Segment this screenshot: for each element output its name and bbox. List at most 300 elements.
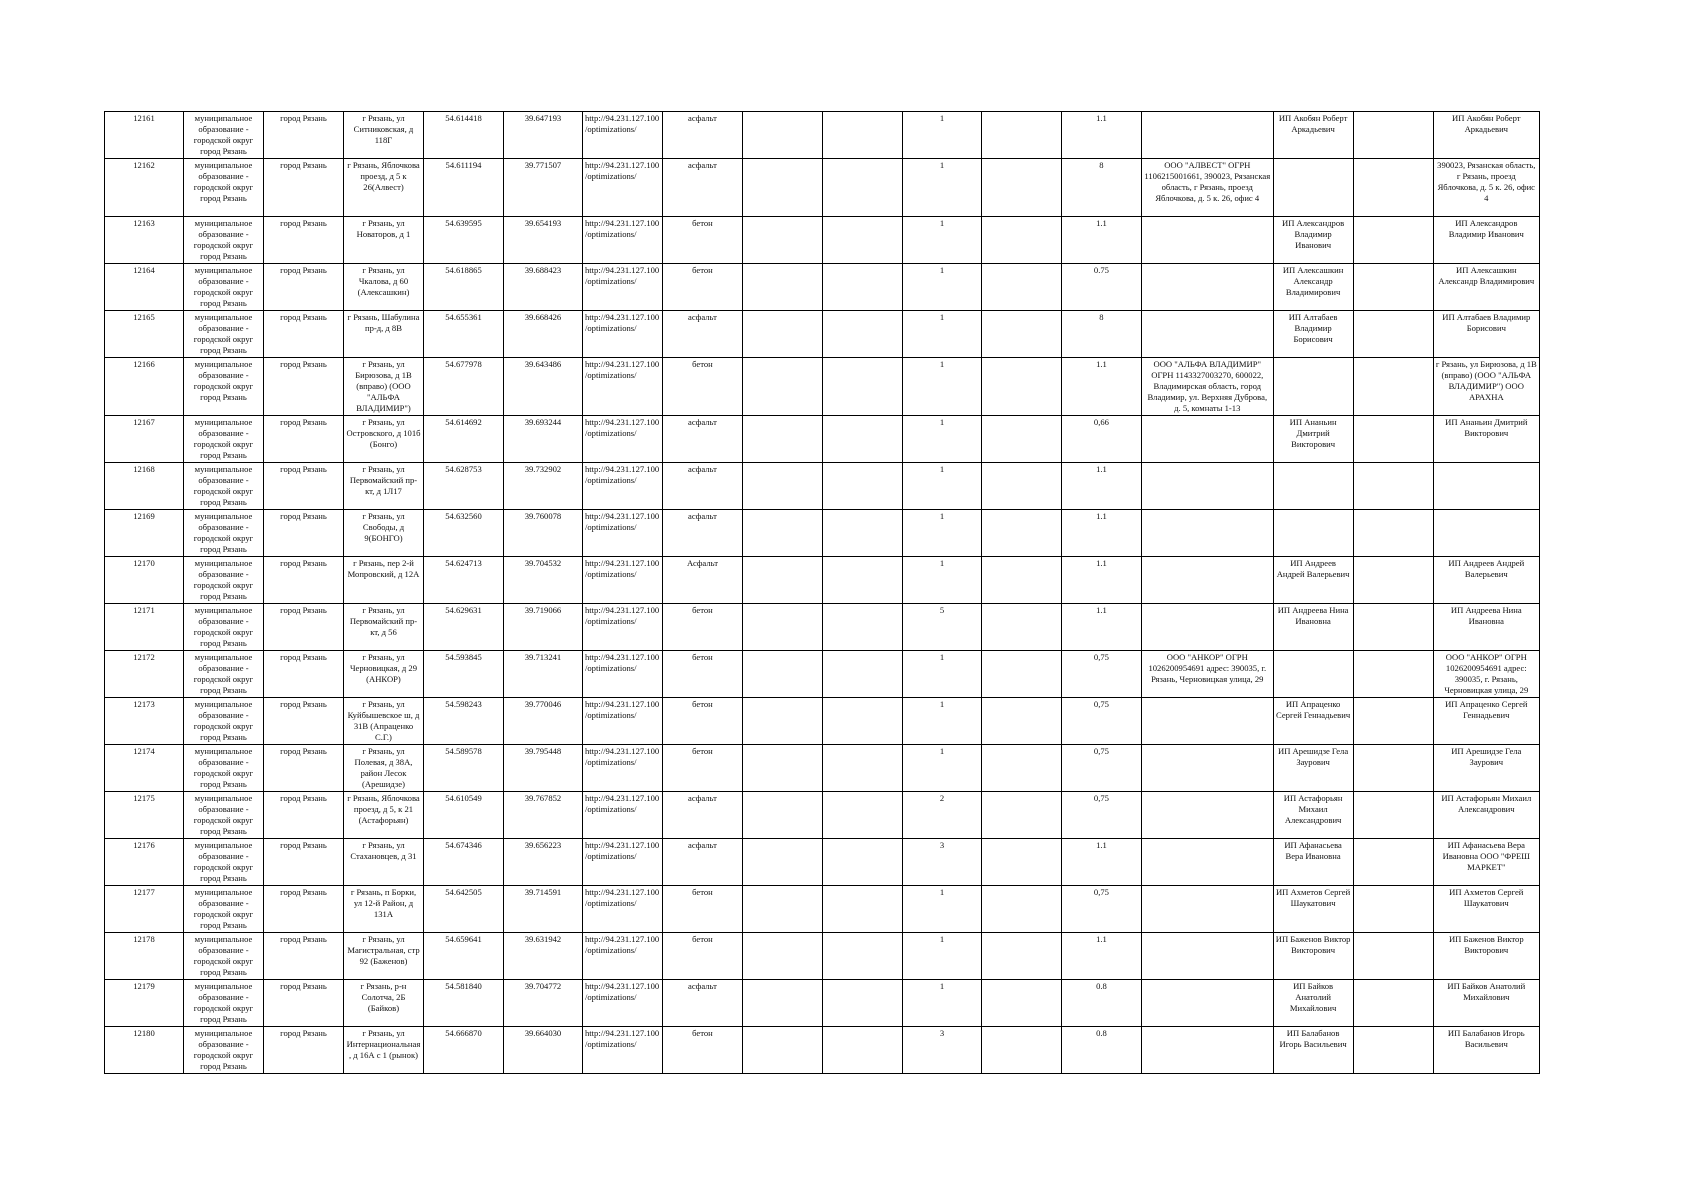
- empty-cell: [742, 698, 822, 745]
- city-cell: город Рязань: [263, 933, 343, 980]
- municipality-cell: муниципальное образование - городской округ город Рязань: [183, 980, 263, 1027]
- surface-cell: бетон: [662, 358, 742, 416]
- container-count-cell: 1: [902, 886, 981, 933]
- row-id-cell: 12169: [105, 510, 184, 557]
- address-cell: г Рязань, ул Черновицкая, д 29 (АНКОР): [343, 651, 423, 698]
- container-volume-cell: 8: [1061, 159, 1141, 217]
- container-count-cell: 1: [902, 933, 981, 980]
- empty-cell: [981, 557, 1061, 604]
- municipality-cell: муниципальное образование - городской округ город Рязань: [183, 311, 263, 358]
- organization-cell: [1141, 980, 1273, 1027]
- container-volume-cell: 0,66: [1061, 416, 1141, 463]
- link-cell[interactable]: http://94.231.127.100/optimizations/: [582, 311, 662, 358]
- empty-cell: [822, 933, 902, 980]
- table-row: [105, 358, 1540, 416]
- city-cell: город Рязань: [263, 217, 343, 264]
- address-cell: г Рязань, Яблочкова проезд, д 5 к 26(Алвест): [343, 159, 423, 217]
- container-count-cell: 1: [902, 698, 981, 745]
- longitude-cell: 39.688423: [503, 264, 582, 311]
- row-id-cell: 12178: [105, 933, 184, 980]
- surface-cell: бетон: [662, 886, 742, 933]
- city-cell: город Рязань: [263, 886, 343, 933]
- empty-cell: [1353, 217, 1433, 264]
- empty-cell: [981, 217, 1061, 264]
- table-body: [105, 112, 1540, 1074]
- container-count-cell: 1: [902, 217, 981, 264]
- surface-cell: бетон: [662, 745, 742, 792]
- link-cell[interactable]: http://94.231.127.100/optimizations/: [582, 792, 662, 839]
- empty-cell: [742, 510, 822, 557]
- longitude-cell: 39.654193: [503, 217, 582, 264]
- surface-cell: асфальт: [662, 792, 742, 839]
- organization-cell: ООО "АЛВЕСТ" ОГРН 1106215001661, 390023, Рязанская область, г Рязань, проезд Яблочкова, д. 5 к. 26, офис 4: [1141, 159, 1273, 217]
- link-cell[interactable]: http://94.231.127.100/optimizations/: [582, 510, 662, 557]
- row-id-cell: 12180: [105, 1027, 184, 1074]
- link-cell[interactable]: http://94.231.127.100/optimizations/: [582, 358, 662, 416]
- empty-cell: [981, 112, 1061, 159]
- owner-cell: ИП Акобян Роберт Аркадьевич: [1433, 112, 1539, 159]
- surface-cell: асфальт: [662, 416, 742, 463]
- city-cell: город Рязань: [263, 264, 343, 311]
- row-id-cell: 12168: [105, 463, 184, 510]
- link-cell[interactable]: http://94.231.127.100/optimizations/: [582, 159, 662, 217]
- empty-cell: [981, 792, 1061, 839]
- owner-cell: ИП Балабанов Игорь Васильевич: [1433, 1027, 1539, 1074]
- row-id-cell: 12162: [105, 159, 184, 217]
- link-cell[interactable]: http://94.231.127.100/optimizations/: [582, 463, 662, 510]
- organization-cell: [1141, 745, 1273, 792]
- empty-cell: [1353, 980, 1433, 1027]
- row-id-cell: 12164: [105, 264, 184, 311]
- container-volume-cell: 0.8: [1061, 1027, 1141, 1074]
- city-cell: город Рязань: [263, 311, 343, 358]
- surface-cell: Асфальт: [662, 557, 742, 604]
- address-cell: г Рязань, ул Первомайский пр-кт, д 1Л17: [343, 463, 423, 510]
- address-cell: г Рязань, ул Свободы, д 9(БОНГО): [343, 510, 423, 557]
- entrepreneur-cell: ИП Баженов Виктор Викторович: [1273, 933, 1353, 980]
- registry-table: [104, 111, 1540, 1074]
- address-cell: г Рязань, ул Куйбышевское ш, д 31В (Апраценко С.Г.): [343, 698, 423, 745]
- latitude-cell: 54.618865: [423, 264, 503, 311]
- empty-cell: [822, 698, 902, 745]
- empty-cell: [822, 792, 902, 839]
- owner-cell: ИП Баженов Виктор Викторович: [1433, 933, 1539, 980]
- surface-cell: бетон: [662, 933, 742, 980]
- empty-cell: [981, 839, 1061, 886]
- entrepreneur-cell: ИП Балабанов Игорь Васильевич: [1273, 1027, 1353, 1074]
- surface-cell: асфальт: [662, 311, 742, 358]
- link-cell[interactable]: http://94.231.127.100/optimizations/: [582, 604, 662, 651]
- empty-cell: [1353, 839, 1433, 886]
- municipality-cell: муниципальное образование - городской округ город Рязань: [183, 264, 263, 311]
- row-id-cell: 12167: [105, 416, 184, 463]
- surface-cell: бетон: [662, 264, 742, 311]
- container-count-cell: 2: [902, 792, 981, 839]
- empty-cell: [1353, 933, 1433, 980]
- municipality-cell: муниципальное образование - городской округ город Рязань: [183, 839, 263, 886]
- empty-cell: [742, 311, 822, 358]
- empty-cell: [822, 264, 902, 311]
- empty-cell: [822, 745, 902, 792]
- address-cell: г Рязань, ул Интернациональная, д 16А с 1 (рынок): [343, 1027, 423, 1074]
- latitude-cell: 54.639595: [423, 217, 503, 264]
- container-count-cell: 1: [902, 311, 981, 358]
- latitude-cell: 54.629631: [423, 604, 503, 651]
- latitude-cell: 54.581840: [423, 980, 503, 1027]
- municipality-cell: муниципальное образование - городской округ город Рязань: [183, 745, 263, 792]
- row-id-cell: 12170: [105, 557, 184, 604]
- organization-cell: [1141, 557, 1273, 604]
- longitude-cell: 39.643486: [503, 358, 582, 416]
- empty-cell: [742, 557, 822, 604]
- table-row: [105, 1027, 1540, 1074]
- longitude-cell: 39.631942: [503, 933, 582, 980]
- row-id-cell: 12175: [105, 792, 184, 839]
- owner-cell: ИП Алтабаев Владимир Борисович: [1433, 311, 1539, 358]
- owner-cell: ИП Ананьин Дмитрий Викторович: [1433, 416, 1539, 463]
- organization-cell: [1141, 510, 1273, 557]
- latitude-cell: 54.659641: [423, 933, 503, 980]
- table-row: [105, 886, 1540, 933]
- entrepreneur-cell: ИП Арешидзе Гела Заурович: [1273, 745, 1353, 792]
- empty-cell: [822, 463, 902, 510]
- link-cell[interactable]: http://94.231.127.100/optimizations/: [582, 112, 662, 159]
- container-count-cell: 1: [902, 416, 981, 463]
- table-row: [105, 604, 1540, 651]
- municipality-cell: муниципальное образование - городской округ город Рязань: [183, 651, 263, 698]
- table-row: [105, 839, 1540, 886]
- entrepreneur-cell: ИП Ананьин Дмитрий Викторович: [1273, 416, 1353, 463]
- owner-cell: ИП Арешидзе Гела Заурович: [1433, 745, 1539, 792]
- city-cell: город Рязань: [263, 604, 343, 651]
- longitude-cell: 39.719066: [503, 604, 582, 651]
- organization-cell: [1141, 604, 1273, 651]
- longitude-cell: 39.795448: [503, 745, 582, 792]
- address-cell: г Рязань, ул Первомайский пр-кт, д 56: [343, 604, 423, 651]
- municipality-cell: муниципальное образование - городской округ город Рязань: [183, 1027, 263, 1074]
- municipality-cell: муниципальное образование - городской округ город Рязань: [183, 159, 263, 217]
- municipality-cell: муниципальное образование - городской округ город Рязань: [183, 933, 263, 980]
- organization-cell: [1141, 792, 1273, 839]
- table-row: [105, 112, 1540, 159]
- city-cell: город Рязань: [263, 463, 343, 510]
- container-count-cell: 1: [902, 745, 981, 792]
- container-count-cell: 1: [902, 510, 981, 557]
- container-count-cell: 3: [902, 839, 981, 886]
- empty-cell: [981, 264, 1061, 311]
- container-count-cell: 5: [902, 604, 981, 651]
- empty-cell: [742, 463, 822, 510]
- latitude-cell: 54.642505: [423, 886, 503, 933]
- empty-cell: [742, 745, 822, 792]
- table-row: [105, 264, 1540, 311]
- longitude-cell: 39.704772: [503, 980, 582, 1027]
- empty-cell: [742, 358, 822, 416]
- latitude-cell: 54.677978: [423, 358, 503, 416]
- table-row: [105, 557, 1540, 604]
- surface-cell: асфальт: [662, 112, 742, 159]
- empty-cell: [822, 311, 902, 358]
- address-cell: г Рязань, Яблочкова проезд, д 5, к 21 (Астафорьян): [343, 792, 423, 839]
- empty-cell: [742, 416, 822, 463]
- link-cell[interactable]: http://94.231.127.100/optimizations/: [582, 651, 662, 698]
- empty-cell: [981, 980, 1061, 1027]
- latitude-cell: 54.611194: [423, 159, 503, 217]
- owner-cell: [1433, 463, 1539, 510]
- municipality-cell: муниципальное образование - городской округ город Рязань: [183, 886, 263, 933]
- surface-cell: асфальт: [662, 980, 742, 1027]
- link-cell[interactable]: http://94.231.127.100/optimizations/: [582, 745, 662, 792]
- city-cell: город Рязань: [263, 358, 343, 416]
- municipality-cell: муниципальное образование - городской округ город Рязань: [183, 416, 263, 463]
- city-cell: город Рязань: [263, 839, 343, 886]
- longitude-cell: 39.656223: [503, 839, 582, 886]
- entrepreneur-cell: ИП Андреева Нина Ивановна: [1273, 604, 1353, 651]
- city-cell: город Рязань: [263, 557, 343, 604]
- latitude-cell: 54.655361: [423, 311, 503, 358]
- empty-cell: [742, 159, 822, 217]
- empty-cell: [1353, 463, 1433, 510]
- address-cell: г Рязань, ул Полевая, д 38А, район Лесок (Арешидзе): [343, 745, 423, 792]
- row-id-cell: 12166: [105, 358, 184, 416]
- empty-cell: [742, 886, 822, 933]
- row-id-cell: 12172: [105, 651, 184, 698]
- empty-cell: [822, 217, 902, 264]
- entrepreneur-cell: ИП Андреев Андрей Валерьевич: [1273, 557, 1353, 604]
- container-volume-cell: 0,75: [1061, 745, 1141, 792]
- empty-cell: [822, 358, 902, 416]
- row-id-cell: 12174: [105, 745, 184, 792]
- latitude-cell: 54.674346: [423, 839, 503, 886]
- empty-cell: [742, 604, 822, 651]
- surface-cell: асфальт: [662, 463, 742, 510]
- empty-cell: [981, 745, 1061, 792]
- table-row: [105, 980, 1540, 1027]
- link-cell[interactable]: http://94.231.127.100/optimizations/: [582, 217, 662, 264]
- city-cell: город Рязань: [263, 698, 343, 745]
- empty-cell: [742, 1027, 822, 1074]
- empty-cell: [742, 933, 822, 980]
- surface-cell: бетон: [662, 604, 742, 651]
- empty-cell: [1353, 416, 1433, 463]
- row-id-cell: 12171: [105, 604, 184, 651]
- entrepreneur-cell: ИП Байков Анатолий Михайлович: [1273, 980, 1353, 1027]
- empty-cell: [822, 980, 902, 1027]
- longitude-cell: 39.732902: [503, 463, 582, 510]
- container-count-cell: 1: [902, 358, 981, 416]
- empty-cell: [1353, 159, 1433, 217]
- container-count-cell: 1: [902, 159, 981, 217]
- entrepreneur-cell: ИП Алексашкин Александр Владимирович: [1273, 264, 1353, 311]
- address-cell: г Рязань, р-н Солотча, 2Б (Байков): [343, 980, 423, 1027]
- empty-cell: [1353, 886, 1433, 933]
- city-cell: город Рязань: [263, 745, 343, 792]
- empty-cell: [1353, 557, 1433, 604]
- empty-cell: [742, 651, 822, 698]
- empty-cell: [981, 311, 1061, 358]
- longitude-cell: 39.664030: [503, 1027, 582, 1074]
- empty-cell: [981, 159, 1061, 217]
- empty-cell: [981, 463, 1061, 510]
- link-cell[interactable]: http://94.231.127.100/optimizations/: [582, 416, 662, 463]
- organization-cell: [1141, 698, 1273, 745]
- empty-cell: [742, 217, 822, 264]
- empty-cell: [742, 980, 822, 1027]
- table-row: [105, 698, 1540, 745]
- empty-cell: [981, 933, 1061, 980]
- link-cell[interactable]: http://94.231.127.100/optimizations/: [582, 886, 662, 933]
- empty-cell: [981, 358, 1061, 416]
- surface-cell: бетон: [662, 217, 742, 264]
- city-cell: город Рязань: [263, 1027, 343, 1074]
- longitude-cell: 39.767852: [503, 792, 582, 839]
- entrepreneur-cell: [1273, 159, 1353, 217]
- address-cell: г Рязань, ул Ситниковская, д 118Г: [343, 112, 423, 159]
- organization-cell: [1141, 886, 1273, 933]
- organization-cell: [1141, 1027, 1273, 1074]
- link-cell[interactable]: http://94.231.127.100/optimizations/: [582, 264, 662, 311]
- container-volume-cell: 1.1: [1061, 358, 1141, 416]
- container-volume-cell: 1.1: [1061, 839, 1141, 886]
- entrepreneur-cell: ИП Астафорьян Михаил Александрович: [1273, 792, 1353, 839]
- empty-cell: [981, 651, 1061, 698]
- owner-cell: ИП Андреева Нина Ивановна: [1433, 604, 1539, 651]
- surface-cell: бетон: [662, 651, 742, 698]
- longitude-cell: 39.771507: [503, 159, 582, 217]
- organization-cell: [1141, 112, 1273, 159]
- empty-cell: [981, 416, 1061, 463]
- latitude-cell: 54.628753: [423, 463, 503, 510]
- container-volume-cell: 8: [1061, 311, 1141, 358]
- empty-cell: [981, 1027, 1061, 1074]
- municipality-cell: муниципальное образование - городской округ город Рязань: [183, 463, 263, 510]
- empty-cell: [742, 112, 822, 159]
- address-cell: г Рязань, ул Островского, д 101б (Бонго): [343, 416, 423, 463]
- link-cell[interactable]: http://94.231.127.100/optimizations/: [582, 933, 662, 980]
- entrepreneur-cell: ИП Ахметов Сергей Шаукатович: [1273, 886, 1353, 933]
- longitude-cell: 39.693244: [503, 416, 582, 463]
- organization-cell: [1141, 416, 1273, 463]
- address-cell: г Рязань, ул Бирюзова, д 1В (вправо) (ООО "АЛЬФА ВЛАДИМИР"): [343, 358, 423, 416]
- municipality-cell: муниципальное образование - городской округ город Рязань: [183, 792, 263, 839]
- address-cell: г Рязань, ул Стахановцев, д 31: [343, 839, 423, 886]
- empty-cell: [1353, 745, 1433, 792]
- table-row: [105, 651, 1540, 698]
- row-id-cell: 12161: [105, 112, 184, 159]
- address-cell: г Рязань, п Борки, ул 12-й Район, д 131А: [343, 886, 423, 933]
- municipality-cell: муниципальное образование - городской округ город Рязань: [183, 604, 263, 651]
- organization-cell: [1141, 264, 1273, 311]
- latitude-cell: 54.614418: [423, 112, 503, 159]
- city-cell: город Рязань: [263, 416, 343, 463]
- container-volume-cell: 0,75: [1061, 651, 1141, 698]
- organization-cell: ООО "АНКОР" ОГРН 1026200954691 адрес: 390035, г. Рязань, Черновицкая улица, 29: [1141, 651, 1273, 698]
- latitude-cell: 54.593845: [423, 651, 503, 698]
- container-volume-cell: 0,75: [1061, 792, 1141, 839]
- surface-cell: асфальт: [662, 839, 742, 886]
- city-cell: город Рязань: [263, 651, 343, 698]
- longitude-cell: 39.760078: [503, 510, 582, 557]
- owner-cell: ИП Афанасьева Вера Ивановна ООО "ФРЕШ МАРКЕТ": [1433, 839, 1539, 886]
- latitude-cell: 54.598243: [423, 698, 503, 745]
- empty-cell: [981, 886, 1061, 933]
- empty-cell: [822, 651, 902, 698]
- link-cell[interactable]: http://94.231.127.100/optimizations/: [582, 698, 662, 745]
- row-id-cell: 12173: [105, 698, 184, 745]
- entrepreneur-cell: [1273, 651, 1353, 698]
- entrepreneur-cell: ИП Акобян Роберт Аркадьевич: [1273, 112, 1353, 159]
- owner-cell: ИП Алексашкин Александр Владимирович: [1433, 264, 1539, 311]
- latitude-cell: 54.610549: [423, 792, 503, 839]
- row-id-cell: 12165: [105, 311, 184, 358]
- table-row: [105, 510, 1540, 557]
- address-cell: г Рязань, ул Магистральная, стр 92 (Баженов): [343, 933, 423, 980]
- longitude-cell: 39.770046: [503, 698, 582, 745]
- surface-cell: асфальт: [662, 510, 742, 557]
- latitude-cell: 54.666870: [423, 1027, 503, 1074]
- link-cell[interactable]: http://94.231.127.100/optimizations/: [582, 839, 662, 886]
- empty-cell: [822, 510, 902, 557]
- link-cell[interactable]: http://94.231.127.100/optimizations/: [582, 1027, 662, 1074]
- container-volume-cell: 1.1: [1061, 463, 1141, 510]
- longitude-cell: 39.713241: [503, 651, 582, 698]
- empty-cell: [822, 557, 902, 604]
- link-cell[interactable]: http://94.231.127.100/optimizations/: [582, 980, 662, 1027]
- empty-cell: [1353, 604, 1433, 651]
- entrepreneur-cell: [1273, 510, 1353, 557]
- row-id-cell: 12179: [105, 980, 184, 1027]
- latitude-cell: 54.632560: [423, 510, 503, 557]
- longitude-cell: 39.668426: [503, 311, 582, 358]
- surface-cell: бетон: [662, 1027, 742, 1074]
- organization-cell: [1141, 933, 1273, 980]
- empty-cell: [742, 792, 822, 839]
- latitude-cell: 54.589578: [423, 745, 503, 792]
- empty-cell: [822, 416, 902, 463]
- empty-cell: [822, 839, 902, 886]
- owner-cell: ИП Апраценко Сергей Геннадьевич: [1433, 698, 1539, 745]
- container-volume-cell: 1.1: [1061, 217, 1141, 264]
- container-count-cell: 1: [902, 557, 981, 604]
- empty-cell: [1353, 112, 1433, 159]
- container-volume-cell: 1.1: [1061, 557, 1141, 604]
- empty-cell: [822, 604, 902, 651]
- empty-cell: [822, 1027, 902, 1074]
- municipality-cell: муниципальное образование - городской округ город Рязань: [183, 217, 263, 264]
- table-row: [105, 217, 1540, 264]
- table-row: [105, 792, 1540, 839]
- empty-cell: [981, 604, 1061, 651]
- container-volume-cell: 0.75: [1061, 264, 1141, 311]
- entrepreneur-cell: ИП Алтабаев Владимир Борисович: [1273, 311, 1353, 358]
- organization-cell: ООО "АЛЬФА ВЛАДИМИР" ОГРН 1143327003270, 600022, Владимирская область, город Владимир, ул. Верхняя Дуброва, д. 5, комнаты 1-13: [1141, 358, 1273, 416]
- table-row: [105, 159, 1540, 217]
- municipality-cell: муниципальное образование - городской округ город Рязань: [183, 112, 263, 159]
- row-id-cell: 12176: [105, 839, 184, 886]
- row-id-cell: 12163: [105, 217, 184, 264]
- empty-cell: [822, 159, 902, 217]
- link-cell[interactable]: http://94.231.127.100/optimizations/: [582, 557, 662, 604]
- container-volume-cell: 1.1: [1061, 510, 1141, 557]
- entrepreneur-cell: ИП Афанасьева Вера Ивановна: [1273, 839, 1353, 886]
- owner-cell: ИП Андреев Андрей Валерьевич: [1433, 557, 1539, 604]
- city-cell: город Рязань: [263, 980, 343, 1027]
- entrepreneur-cell: [1273, 463, 1353, 510]
- surface-cell: бетон: [662, 698, 742, 745]
- entrepreneur-cell: ИП Апраценко Сергей Геннадьевич: [1273, 698, 1353, 745]
- municipality-cell: муниципальное образование - городской округ город Рязань: [183, 510, 263, 557]
- empty-cell: [981, 510, 1061, 557]
